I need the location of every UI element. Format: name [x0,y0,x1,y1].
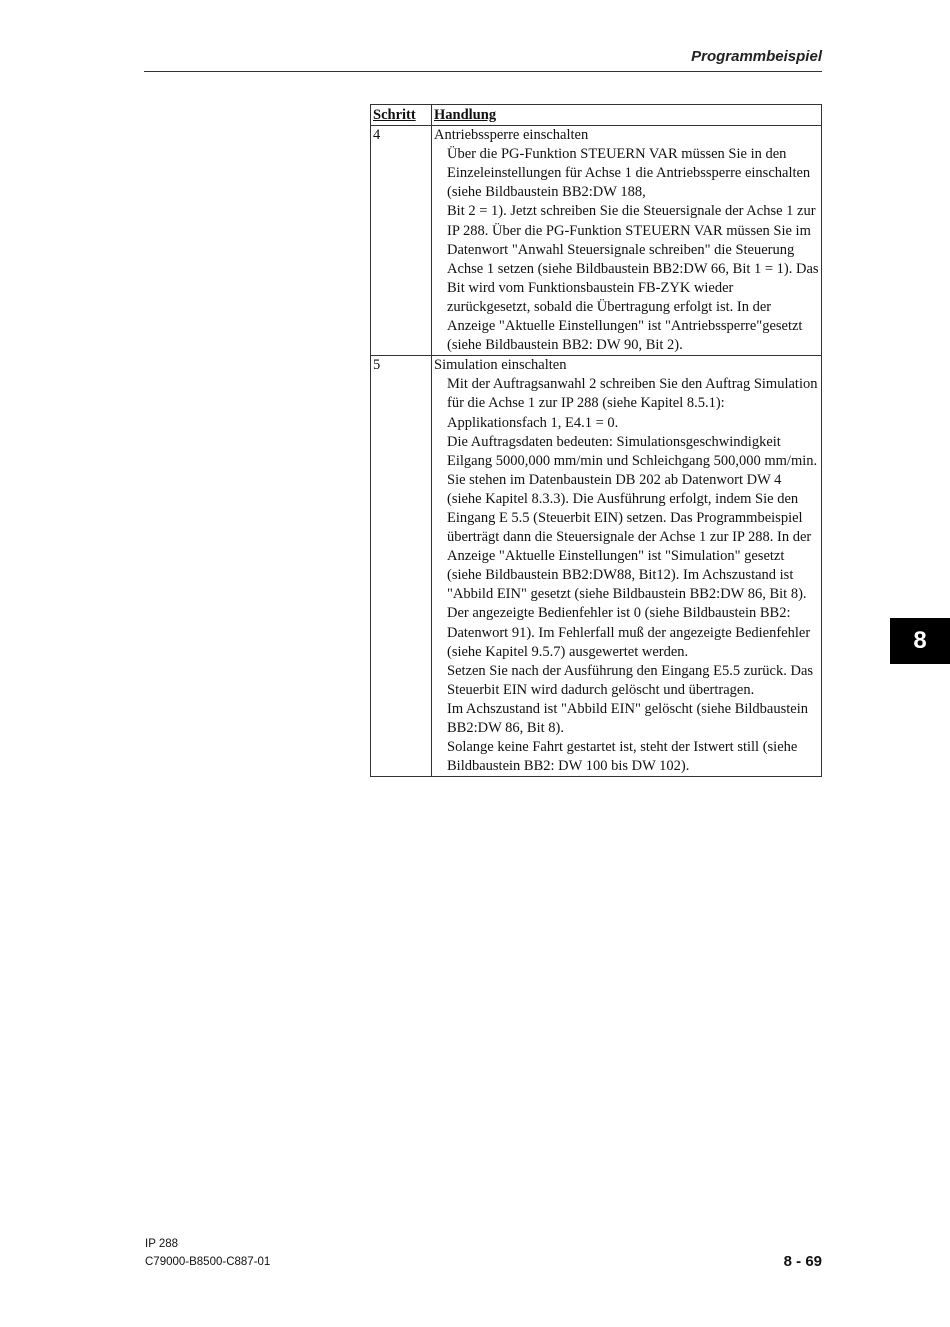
step-number: 4 [371,126,432,356]
table-row [371,126,822,356]
action-paragraph: Der angezeigte Bedienfehler ist 0 (siehe Bildbaustein BB2: Datenwort 91). Im Fehlerfall muß der angezeigte Bedienfehler (siehe Kapitel 9.5.7) ausgewertet werden. [447,605,811,660]
action-cell [432,126,822,356]
steps-table [370,104,822,777]
footer-order-number: C79000-B8500-C887-01 [145,1256,271,1268]
table-header-row [371,105,822,126]
table-row [371,356,822,777]
action-paragraph: Bit 2 = 1). Jetzt schreiben Sie die Steuersignale der Achse 1 zur IP 288. Über die PG-Funktion STEUERN VAR müssen Sie im Datenwort "Anwahl Steuersignale schreiben" die Steuerung Achse 1 setzen (siehe Bildbaustein BB2:DW 66, Bit 1 = 1). Das Bit wird vom Funktionsbaustein FB-ZYK wieder zurückgesetzt, sobald die Übertragung erfolgt ist. In der Anzeige "Aktuelle Einstellungen" ist "Antriebssperre"gesetzt (siehe Bildbaustein BB2: DW 90, Bit 2). [447,203,819,354]
page-header-title: Programmbeispiel [691,48,822,65]
header-rule [144,71,822,72]
chapter-tab: 8 [890,618,950,664]
page-number: 8 - 69 [783,1253,822,1270]
footer-product: IP 288 [145,1238,179,1250]
action-paragraph: Setzen Sie nach der Ausführung den Eingang E5.5 zurück. Das Steuerbit EIN wird dadurch gelöscht und übertragen. [447,662,814,698]
action-title: Antriebssperre einschalten [434,127,589,144]
column-header-step: Schritt [371,105,432,126]
action-paragraph: Im Achszustand ist "Abbild EIN" gelöscht (siehe Bildbaustein BB2:DW 86, Bit 8). [447,700,808,736]
action-title: Simulation einschalten [434,357,567,374]
action-paragraph: Solange keine Fahrt gestartet ist, steht der Istwert still (siehe Bildbaustein BB2: DW 100 bis DW 102). [447,739,798,775]
action-paragraph: Mit der Auftragsanwahl 2 schreiben Sie den Auftrag Simulation für die Achse 1 zur IP 288 (siehe Kapitel 8.5.1): Applikationsfach 1, E4.1 = 0. [447,376,818,431]
action-cell [432,356,822,777]
step-number: 5 [371,356,432,777]
action-paragraph: Über die PG-Funktion STEUERN VAR müssen Sie in den Einzeleinstellungen für Achse 1 die Antriebssperre einschalten (siehe Bildbaustein BB2:DW 188, [447,146,811,201]
action-paragraph: Die Auftragsdaten bedeuten: Simulationsgeschwindigkeit Eilgang 5000,000 mm/min und Schleichgang 500,000 mm/min. Sie stehen im Datenbaustein DB 202 ab Datenwort DW 4 (siehe Kapitel 8.3.3). Die Ausführung erfolgt, indem Sie den Eingang E 5.5 (Steuerbit EIN) setzen. Das Programmbeispiel überträgt dann die Steuersignale der Achse 1 zur IP 288. In der Anzeige "Aktuelle Einstellungen" ist "Simulation" gesetzt (siehe Bildbaustein BB2:DW88, Bit12). Im Achszustand ist "Abbild EIN" gesetzt (siehe Bildbaustein BB2:DW 86, Bit 8). [447,433,818,603]
column-header-action: Handlung [432,105,822,126]
